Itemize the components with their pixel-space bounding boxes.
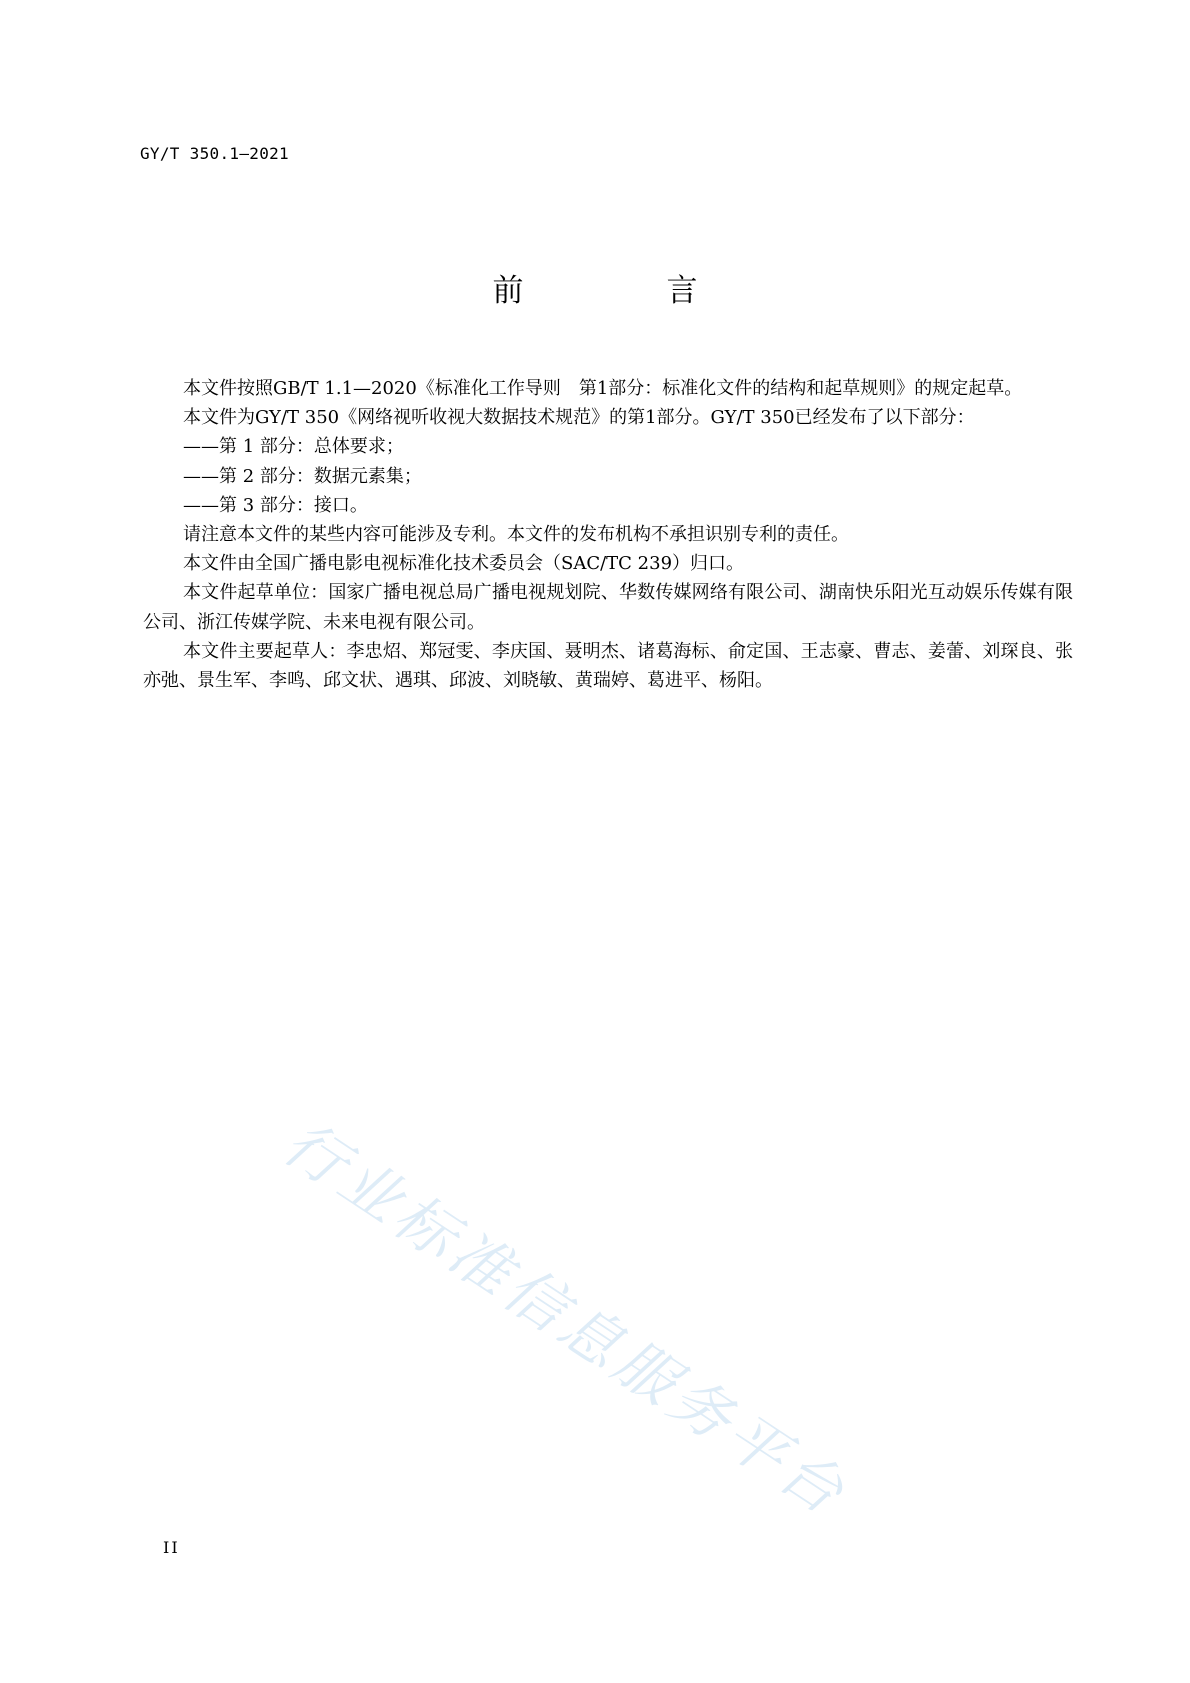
page-title: 前 言 bbox=[492, 273, 754, 309]
list-item-part-1: ——第 1 部分：总体要求； bbox=[183, 436, 404, 458]
standard-code-header: GY/T 350.1—2021 bbox=[140, 144, 289, 163]
paragraph-series-intro: 本文件为GY/T 350《网络视听收视大数据技术规范》的第1部分。GY/T 350已经发布了以下部分： bbox=[183, 407, 975, 429]
paragraph-drafters: 本文件主要起草人：李忠炤、郑冠雯、李庆国、聂明杰、诸葛海标、俞定国、王志豪、曹志、姜蕾、刘琛良、张亦弛、景生军、李鸣、邱文状、遇琪、邱波、刘晓敏、黄瑞婷、葛进平、杨阳。 bbox=[143, 640, 1073, 692]
list-item-part-2: ——第 2 部分：数据元素集； bbox=[183, 465, 422, 487]
page-number: II bbox=[163, 1538, 180, 1557]
paragraph-drafting-units: 本文件起草单位：国家广播电视总局广播电视规划院、华数传媒网络有限公司、湖南快乐阳光互动娱乐传媒有限公司、浙江传媒学院、未来电视有限公司。 bbox=[143, 582, 1073, 633]
watermark: 行业标准信息服务平台 bbox=[270, 1107, 860, 1531]
foreword-body bbox=[143, 374, 1073, 695]
paragraph-patent-notice: 请注意本文件的某些内容可能涉及专利。本文件的发布机构不承担识别专利的责任。 bbox=[183, 524, 849, 546]
paragraph-committee: 本文件由全国广播电影电视标准化技术委员会（SAC/TC 239）归口。 bbox=[183, 553, 745, 575]
paragraph-drafting-rules: 本文件按照GB/T 1.1—2020《标准化工作导则 第1部分：标准化文件的结构和起草规则》的规定起草。 bbox=[183, 378, 1023, 399]
list-item-part-3: ——第 3 部分：接口。 bbox=[183, 494, 368, 516]
